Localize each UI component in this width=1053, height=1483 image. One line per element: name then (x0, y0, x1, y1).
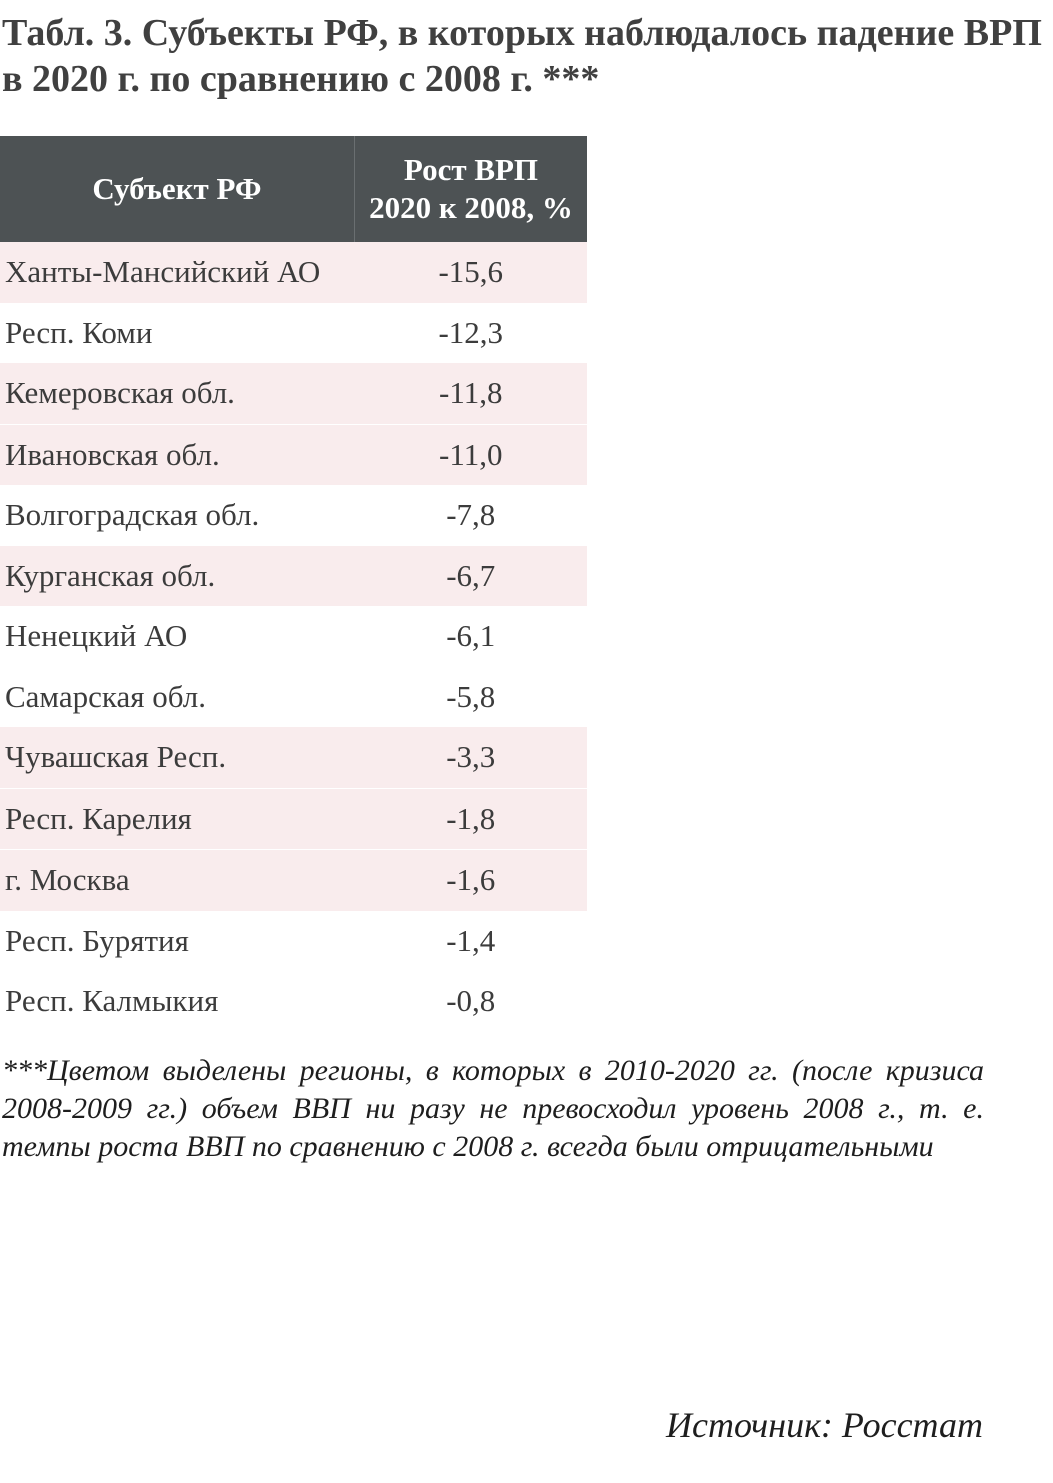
header-grp-growth-line1: Рост ВРП (403, 152, 539, 187)
value-cell: -1,6 (355, 850, 588, 911)
value-cell: -5,8 (446, 678, 496, 714)
table-row (0, 485, 587, 546)
value-cell: -6,7 (355, 546, 588, 607)
subject-cell: Ненецкий АО (5, 618, 188, 654)
value-cell: -1,4 (446, 922, 496, 958)
table-row (0, 242, 587, 303)
value-cell: -12,3 (438, 314, 504, 350)
subject-cell: Кемеровская обл. (0, 363, 355, 424)
value-cell: -11,0 (355, 424, 588, 485)
table-row (0, 788, 587, 850)
value-cell: -11,8 (355, 363, 588, 424)
table-row (0, 911, 587, 972)
grp-table-container (0, 136, 586, 1032)
subject-cell: Самарская обл. (5, 678, 206, 714)
value-cell: -0,8 (446, 983, 496, 1019)
value-cell: -15,6 (355, 242, 588, 303)
grp-decline-table (0, 136, 587, 1032)
subject-cell: Респ. Бурятия (5, 922, 189, 958)
table-row (0, 363, 587, 424)
value-cell: -3,3 (355, 727, 588, 788)
subject-cell: Респ. Калмыкия (5, 983, 219, 1019)
subject-cell: Респ. Коми (5, 314, 153, 350)
header-grp-growth-line2: 2020 к 2008, % (369, 190, 573, 225)
table-header-row (0, 136, 587, 242)
table-row (0, 850, 587, 911)
subject-cell: Ханты-Мансийский АО (0, 242, 355, 303)
subject-cell: Респ. Карелия (0, 788, 355, 850)
table-row (0, 971, 587, 1032)
table-row (0, 727, 587, 788)
table-row (0, 303, 587, 364)
table-row (0, 667, 587, 728)
subject-cell: Волгоградская обл. (5, 497, 260, 533)
header-grp-growth (355, 136, 588, 242)
table-title: Табл. 3. Субъекты РФ, в которых наблюдалось падение ВРП в 2020 г. по сравнению с 2008 г. *** (2, 12, 1042, 100)
value-cell: -7,8 (446, 497, 496, 533)
value-cell: -1,8 (355, 788, 588, 850)
table-row (0, 546, 587, 607)
subject-cell: г. Москва (0, 850, 355, 911)
table-row (0, 424, 587, 485)
footnote: ***Цветом выделены регионы, в которых в 2010-2020 гг. (после кризиса 2008-2009 гг.) объем ВВП ни разу не превосходил уровень 2008 г., т. е. темпы роста ВВП по сравнению с 2008 г. всегда были отрицательными (2, 1054, 984, 1163)
table-body (0, 242, 587, 1032)
header-subject: Субъект РФ (0, 136, 355, 242)
table-row (0, 606, 587, 667)
value-cell: -6,1 (446, 618, 496, 654)
subject-cell: Ивановская обл. (0, 424, 355, 485)
subject-cell: Курганская обл. (0, 546, 355, 607)
subject-cell: Чувашская Респ. (0, 727, 355, 788)
source-caption: Источник: Росстат (666, 1405, 983, 1445)
